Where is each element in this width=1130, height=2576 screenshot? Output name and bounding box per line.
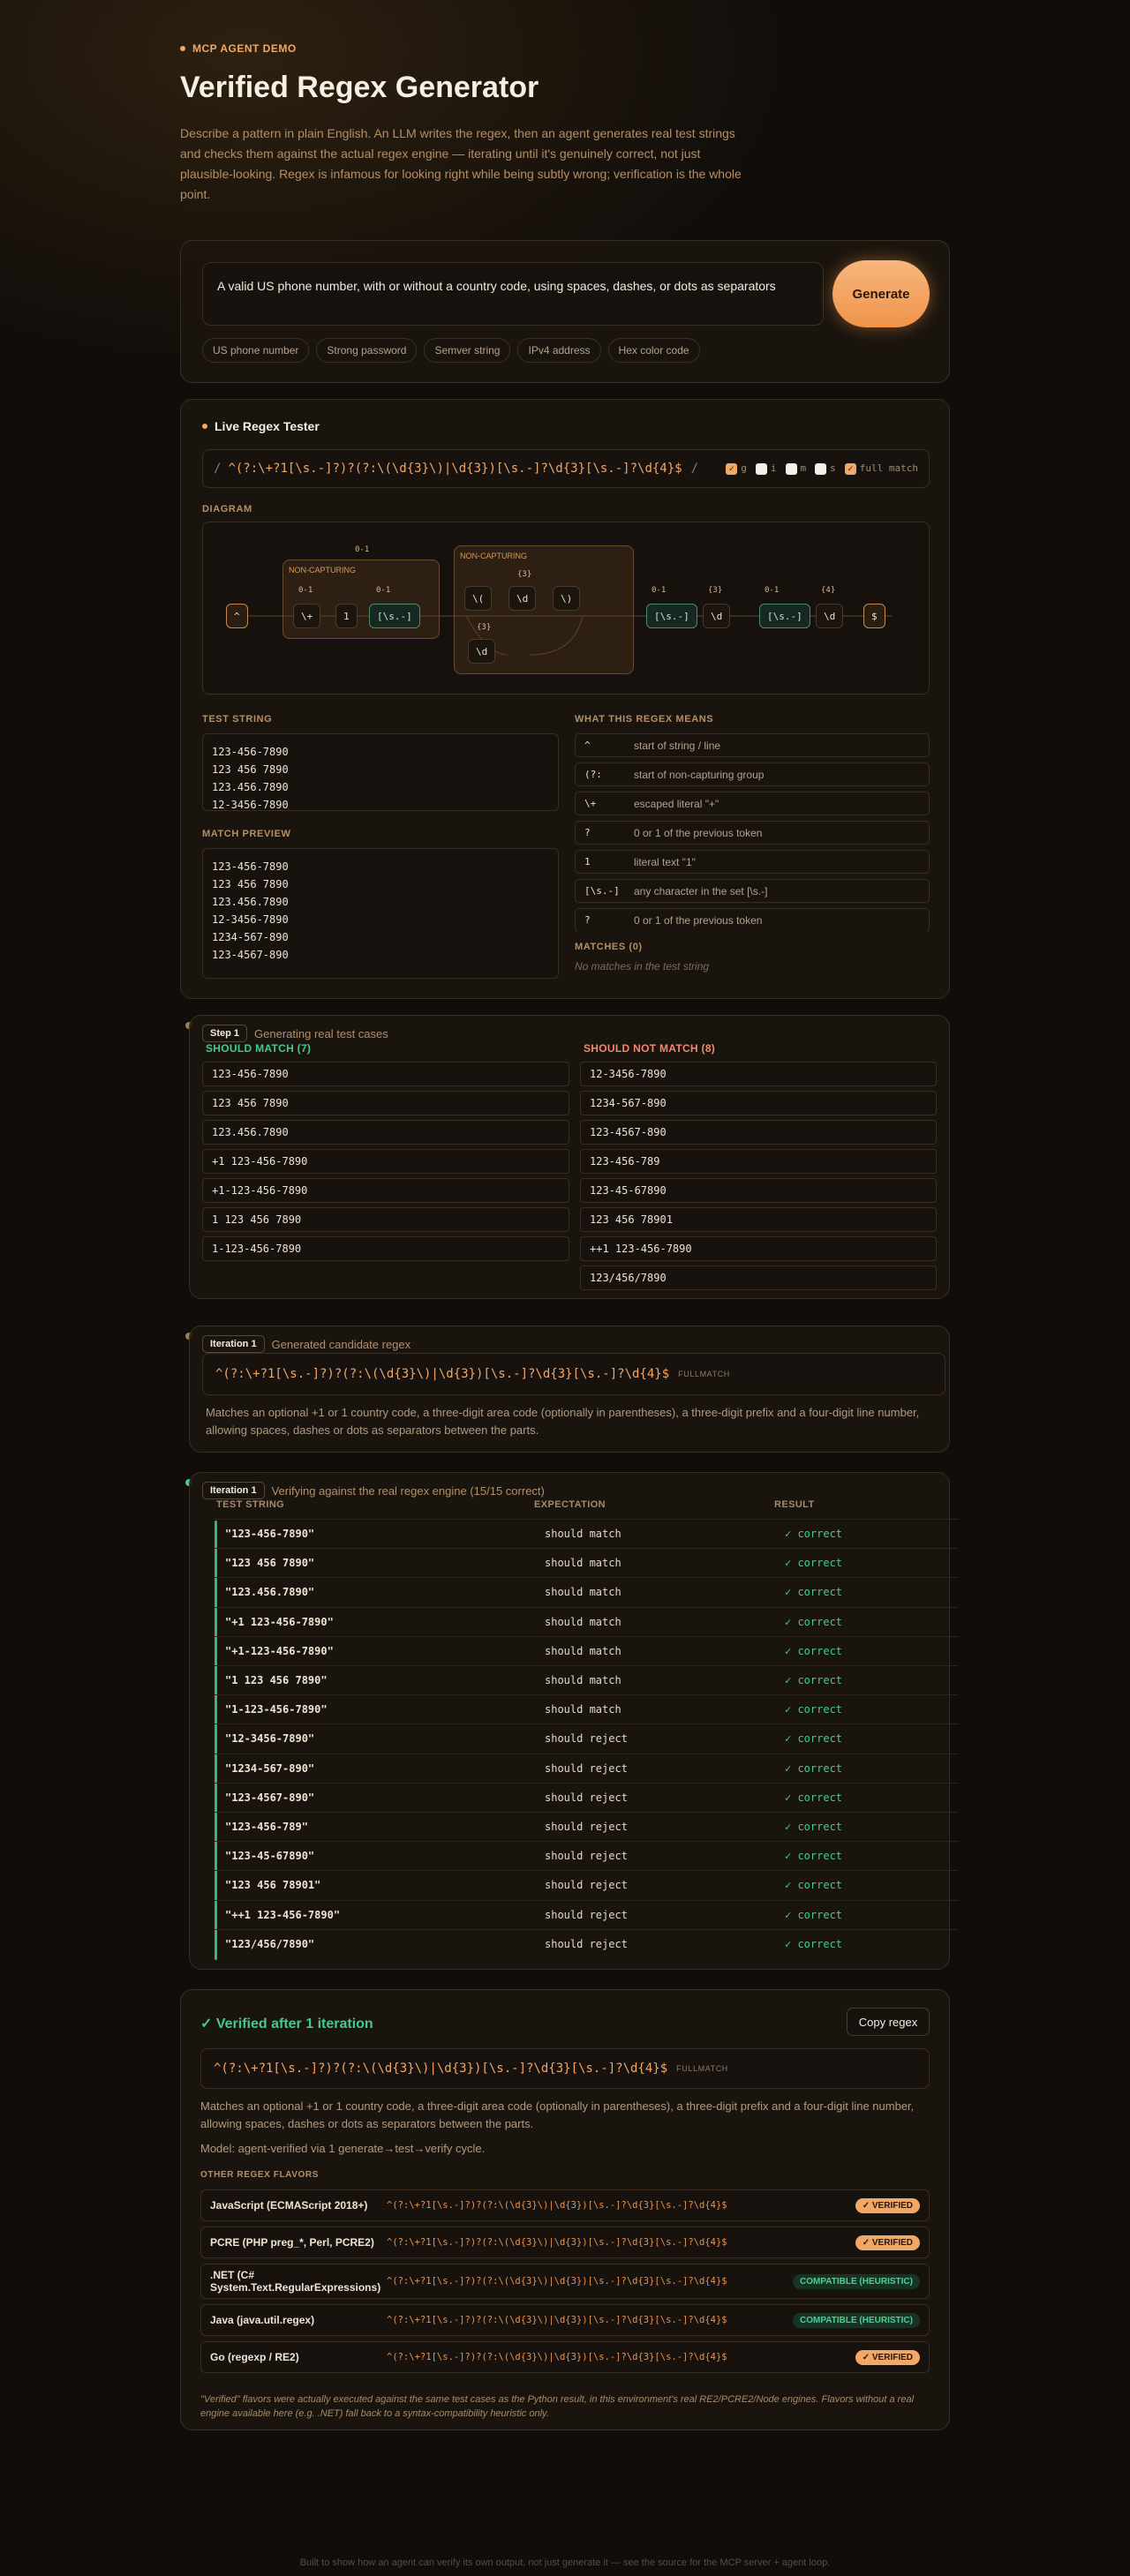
flag-label: g — [741, 462, 747, 475]
verification-pill: Iteration 1 — [202, 1482, 265, 1499]
quantifier-label: {4} — [821, 586, 836, 595]
row-test-string: "+1-123-456-7890" — [225, 1644, 334, 1657]
quantifier-label: {3} — [477, 623, 492, 632]
heuristic-badge: COMPATIBLE (HEURISTIC) — [793, 2313, 920, 2328]
should-not-match-case: 12-3456-7890 — [580, 1062, 937, 1086]
should-match-case: 123.456.7890 — [202, 1120, 569, 1145]
flavor-name: PCRE (PHP preg_*, Perl, PCRE2) — [210, 2236, 374, 2249]
meaning-row — [575, 850, 930, 874]
quantifier-label: 0-1 — [652, 586, 667, 595]
flag-label: full match — [859, 462, 918, 475]
row-expectation: should reject — [545, 1821, 628, 1833]
test-string-label: TEST STRING — [202, 714, 273, 725]
checkbox-checked-icon[interactable]: ✓ — [845, 463, 856, 475]
should-match-case: 1-123-456-7890 — [202, 1236, 569, 1261]
table-row — [215, 1812, 958, 1841]
row-expectation: should reject — [545, 1761, 628, 1775]
table-row — [215, 1724, 958, 1753]
flag-label: s — [830, 462, 836, 475]
diagram-node-set: [\s.-] — [759, 604, 810, 628]
step1-header — [202, 1025, 388, 1042]
diagram-node-lparen: \( — [464, 586, 492, 611]
row-result: ✓ correct — [785, 1850, 843, 1863]
flavor-name: .NET (C# System.Text.RegularExpressions) — [210, 2269, 381, 2294]
row-result: ✓ correct — [785, 1761, 843, 1775]
candidate-header — [202, 1335, 411, 1353]
page-footer: Built to show how an agent can verify its own output, not just generate it — see the source for the MCP server + agent loop. — [299, 2557, 831, 2568]
diagram-node-plus: \+ — [293, 604, 320, 628]
quantifier-label: 0-1 — [355, 545, 370, 554]
row-test-string: "123/456/7890" — [225, 1937, 315, 1950]
quantifier-label: {3} — [517, 570, 532, 579]
table-row — [215, 1870, 958, 1899]
meaning-token: (?: — [584, 769, 602, 780]
checkbox-unchecked-icon[interactable] — [756, 463, 767, 475]
checkbox-unchecked-icon[interactable] — [786, 463, 797, 475]
row-test-string: "123-4567-890" — [225, 1791, 315, 1804]
meaning-text: any character in the set [\s.-] — [634, 884, 768, 897]
verification-title: Verifying against the real regex engine (15/15 correct) — [271, 1483, 545, 1498]
diagram-node-end: $ — [863, 604, 885, 628]
quantifier-label: 0-1 — [298, 586, 313, 595]
preview-line: 123-456-7890 — [212, 860, 289, 873]
flavor-row — [200, 2341, 930, 2373]
step1-title: Generating real test cases — [254, 1026, 388, 1040]
regex-flags — [726, 462, 918, 475]
diagram-node-set: [\s.-] — [646, 604, 697, 628]
example-chips — [202, 338, 700, 363]
row-expectation: should reject — [545, 1791, 628, 1804]
flavor-row — [200, 2264, 930, 2299]
test-string-textarea[interactable] — [202, 733, 559, 811]
flavors-footnote: "Verified" flavors were actually executed against the same test cases as the Python result, in this environment's real RE2/PCRE2/Node engines. Flavors without a real engine available here (e.g. .NET) fall back to a syntax-compatibility heuristic only. — [200, 2394, 915, 2419]
row-test-string: "1234-567-890" — [225, 1761, 315, 1775]
table-row — [215, 1665, 958, 1694]
row-expectation: should match — [545, 1615, 622, 1628]
eyebrow-text: MCP AGENT DEMO — [192, 42, 297, 55]
table-row — [215, 1754, 958, 1783]
flavor-regex: ^(?:\+?1[\s.-]?)?(?:\(\d{3}\)|\d{3})[\s.-]?\d{3}[\s.-]?\d{4}$ — [387, 2315, 727, 2325]
row-test-string: "123-456-7890" — [225, 1528, 315, 1540]
row-result: ✓ correct — [785, 1674, 843, 1686]
meaning-text: literal text "1" — [634, 855, 696, 868]
table-row — [215, 1929, 958, 1958]
should-not-match-title: SHOULD NOT MATCH (8) — [584, 1042, 716, 1055]
row-expectation: should match — [545, 1557, 622, 1570]
regex-meaning-label: WHAT THIS REGEX MEANS — [575, 714, 714, 725]
quantifier-label: 0-1 — [376, 586, 391, 595]
candidate-regex-box — [202, 1353, 945, 1395]
row-result: ✓ correct — [785, 1908, 843, 1921]
should-match-title: SHOULD MATCH (7) — [206, 1042, 312, 1055]
row-expectation: should reject — [545, 1850, 628, 1863]
match-preview — [202, 848, 559, 979]
flag-full-match[interactable] — [845, 462, 918, 475]
flavor-regex: ^(?:\+?1[\s.-]?)?(?:\(\d{3}\)|\d{3})[\s.-]?\d{3}[\s.-]?\d{4}$ — [387, 2276, 727, 2287]
should-not-match-case: 1234-567-890 — [580, 1091, 937, 1115]
row-expectation: should match — [545, 1703, 622, 1716]
row-result: ✓ correct — [785, 1732, 843, 1746]
meaning-text: 0 or 1 of the previous token — [634, 826, 763, 839]
meaning-row — [575, 792, 930, 815]
diagram-label: DIAGRAM — [202, 504, 252, 514]
group-label: NON-CAPTURING — [289, 566, 356, 575]
meaning-text: start of non-capturing group — [634, 768, 765, 781]
should-not-match-case: 123-4567-890 — [580, 1120, 937, 1145]
flavor-name: JavaScript (ECMAScript 2018+) — [210, 2199, 368, 2212]
candidate-title: Generated candidate regex — [271, 1337, 411, 1351]
preview-line: 1234-567-890 — [212, 931, 289, 943]
table-row — [215, 1841, 958, 1870]
candidate-card — [189, 1326, 950, 1453]
fullmatch-tag: FULLMATCH — [678, 1370, 730, 1378]
candidate-regex: ^(?:\+?1[\s.-]?)?(?:\(\d{3}\)|\d{3})[\s.-]?\d{3}[\s.-]?\d{4}$ — [215, 1367, 670, 1381]
flag-m[interactable] — [786, 462, 807, 475]
other-flavors-label: OTHER REGEX FLAVORS — [200, 2170, 320, 2180]
meaning-token: [\s.-] — [584, 885, 620, 897]
flavor-row — [200, 2304, 930, 2336]
regex-slash-open: / — [214, 462, 222, 476]
flavor-row — [200, 2227, 930, 2258]
row-expectation: should reject — [545, 1732, 628, 1746]
regex-diagram — [202, 522, 930, 695]
diagram-node-digit: \d — [816, 604, 843, 628]
col-expectation: EXPECTATION — [534, 1499, 606, 1510]
flavor-regex: ^(?:\+?1[\s.-]?)?(?:\(\d{3}\)|\d{3})[\s.-]?\d{3}[\s.-]?\d{4}$ — [387, 2352, 727, 2362]
heuristic-badge: COMPATIBLE (HEURISTIC) — [793, 2274, 920, 2289]
preview-line: 123.456.7890 — [212, 896, 289, 908]
verified-badge: ✓ VERIFIED — [855, 2198, 920, 2213]
regex-meaning-list[interactable] — [575, 733, 930, 931]
col-result: RESULT — [774, 1499, 815, 1510]
eyebrow-dot-icon — [180, 46, 185, 51]
no-matches-text: No matches in the test string — [575, 960, 710, 973]
row-expectation: should match — [545, 1528, 622, 1540]
fullmatch-tag: FULLMATCH — [676, 2064, 728, 2073]
diagram-node-digit: \d — [508, 586, 536, 611]
should-not-match-case: 123/456/7890 — [580, 1265, 937, 1290]
flavor-regex: ^(?:\+?1[\s.-]?)?(?:\(\d{3}\)|\d{3})[\s.-]?\d{3}[\s.-]?\d{4}$ — [387, 2237, 727, 2248]
row-test-string: "+1 123-456-7890" — [225, 1615, 334, 1628]
table-row — [215, 1636, 958, 1665]
diagram-node-set: [\s.-] — [369, 604, 420, 628]
row-test-string: "123-456-789" — [225, 1821, 308, 1833]
regex-input[interactable] — [202, 449, 930, 488]
meaning-token: ? — [584, 914, 591, 926]
quantifier-label: 0-1 — [765, 586, 780, 595]
table-row — [215, 1519, 958, 1548]
table-row — [215, 1577, 958, 1606]
row-test-string: "12-3456-7890" — [225, 1732, 315, 1746]
test-line: 123 456 7890 — [212, 763, 289, 776]
group-label: NON-CAPTURING — [460, 552, 527, 560]
flag-s[interactable] — [815, 462, 836, 475]
candidate-explanation: Matches an optional +1 or 1 country code, a three-digit area code (optionally in parentheses), a three-digit prefix and a four-digit line number, allowing spaces, dashes or dots as separators between the parts. — [206, 1406, 920, 1437]
row-result: ✓ correct — [785, 1528, 843, 1540]
tester-title-text: Live Regex Tester — [215, 419, 320, 433]
step1-card — [189, 1015, 950, 1299]
quantifier-label: {3} — [708, 586, 723, 595]
should-match-case: 123 456 7890 — [202, 1091, 569, 1115]
flavor-regex: ^(?:\+?1[\s.-]?)?(?:\(\d{3}\)|\d{3})[\s.-]?\d{3}[\s.-]?\d{4}$ — [387, 2200, 727, 2211]
row-result: ✓ correct — [785, 1791, 843, 1804]
should-not-match-case: ++1 123-456-7890 — [580, 1236, 937, 1261]
final-result-card — [180, 1989, 950, 2430]
table-row — [215, 1900, 958, 1929]
table-row — [215, 1607, 958, 1636]
should-match-case: +1 123-456-7890 — [202, 1149, 569, 1174]
row-expectation: should match — [545, 1644, 622, 1657]
final-regex: ^(?:\+?1[\s.-]?)?(?:\(\d{3}\)|\d{3})[\s.-]?\d{3}[\s.-]?\d{4}$ — [214, 2062, 668, 2076]
should-not-match-case: 123 456 78901 — [580, 1207, 937, 1232]
verified-badge: ✓ VERIFIED — [855, 2235, 920, 2250]
tester-dot-icon — [202, 424, 207, 429]
row-test-string: "1 123 456 7890" — [225, 1674, 328, 1686]
test-line: 123.456.7890 — [212, 781, 289, 793]
verified-badge: ✓ VERIFIED — [855, 2350, 920, 2365]
row-expectation: should reject — [545, 1879, 628, 1892]
diagram-node-rparen: \) — [553, 586, 580, 611]
step1-pill: Step 1 — [202, 1025, 247, 1042]
row-result: ✓ correct — [785, 1615, 843, 1628]
diagram-node-digit: \d — [468, 639, 495, 664]
preview-line: 123-4567-890 — [212, 949, 289, 961]
row-test-string: "1-123-456-7890" — [225, 1703, 328, 1716]
table-row — [215, 1694, 958, 1724]
generate-button[interactable]: Generate — [832, 260, 930, 327]
row-result: ✓ correct — [785, 1557, 843, 1570]
flavor-name: Java (java.util.regex) — [210, 2314, 315, 2326]
meaning-text: escaped literal "+" — [634, 797, 719, 810]
should-match-case: 123-456-7890 — [202, 1062, 569, 1086]
flavor-row — [200, 2189, 930, 2221]
regex-text: ^(?:\+?1[\s.-]?)?(?:\(\d{3}\)|\d{3})[\s.-]?\d{3}[\s.-]?\d{4}$ — [228, 462, 682, 476]
model-line: Model: agent-verified via 1 generate→test→verify cycle. — [200, 2142, 486, 2155]
meaning-row — [575, 733, 930, 757]
should-not-match-case: 123-45-67890 — [580, 1178, 937, 1203]
page-title: Verified Regex Generator — [180, 71, 539, 104]
preview-line: 123 456 7890 — [212, 878, 289, 890]
row-result: ✓ correct — [785, 1703, 843, 1716]
flag-g[interactable] — [726, 462, 747, 475]
table-row — [215, 1548, 958, 1577]
row-test-string: "123 456 78901" — [225, 1879, 321, 1892]
meaning-token: ? — [584, 827, 591, 838]
should-not-match-case: 123-456-789 — [580, 1149, 937, 1174]
copy-regex-button[interactable]: Copy regex — [847, 2008, 930, 2036]
row-test-string: "++1 123-456-7890" — [225, 1908, 341, 1921]
should-match-case: 1 123 456 7890 — [202, 1207, 569, 1232]
row-test-string: "123 456 7890" — [225, 1557, 315, 1570]
matches-count-label: MATCHES (0) — [575, 942, 643, 952]
page-description: Describe a pattern in plain English. An LLM writes the regex, then an agent generates real test strings and checks them against the actual regex engine — iterating until it's genuinely correct, not just plausible-looking. Regex is infamous for looking right while being subtly wrong; verification is the whole point. — [180, 126, 742, 201]
final-explanation: Matches an optional +1 or 1 country code, a three-digit area code (optionally in parentheses), a three-digit prefix and a four-digit line number, allowing spaces, dashes or dots as separators between the parts. — [200, 2099, 915, 2130]
row-test-string: "123.456.7890" — [225, 1586, 315, 1599]
chip-hex-color[interactable]: Hex color code — [608, 338, 700, 363]
checkbox-checked-icon[interactable]: ✓ — [726, 463, 737, 475]
col-test-string: TEST STRING — [216, 1499, 285, 1510]
preview-line: 12-3456-7890 — [212, 913, 289, 926]
row-result: ✓ correct — [785, 1821, 843, 1833]
row-expectation: should reject — [545, 1908, 628, 1921]
meaning-token: ^ — [584, 740, 591, 751]
meaning-row — [575, 762, 930, 786]
diagram-node-one: 1 — [335, 604, 358, 628]
verification-card — [189, 1472, 950, 1970]
eyebrow — [180, 42, 297, 55]
test-line: 12-3456-7890 — [212, 799, 289, 811]
row-expectation: should match — [545, 1674, 622, 1686]
row-result: ✓ correct — [785, 1644, 843, 1657]
meaning-token: \+ — [584, 798, 597, 809]
row-expectation: should match — [545, 1586, 622, 1599]
row-result: ✓ correct — [785, 1586, 843, 1599]
flag-label: i — [770, 462, 777, 475]
meaning-row — [575, 879, 930, 903]
should-match-case: +1-123-456-7890 — [202, 1178, 569, 1203]
checkbox-unchecked-icon[interactable] — [815, 463, 826, 475]
row-expectation: should reject — [545, 1937, 628, 1950]
test-line: 123-456-7890 — [212, 746, 289, 758]
diagram-node-start: ^ — [226, 604, 248, 628]
row-test-string: "123-45-67890" — [225, 1850, 315, 1863]
live-tester-card — [180, 399, 950, 999]
candidate-pill: Iteration 1 — [202, 1335, 265, 1353]
chip-ipv4[interactable]: IPv4 address — [517, 338, 600, 363]
chip-us-phone[interactable]: US phone number — [202, 338, 309, 363]
meaning-text: 0 or 1 of the previous token — [634, 913, 763, 927]
meaning-token: 1 — [584, 856, 591, 867]
regex-slash-close: / — [690, 462, 699, 476]
verification-header — [202, 1482, 545, 1499]
pattern-description-input[interactable]: A valid US phone number, with or without a country code, using spaces, dashes, or dots as separators — [202, 262, 824, 326]
meaning-row — [575, 908, 930, 931]
meaning-text: start of string / line — [634, 739, 721, 752]
row-result: ✓ correct — [785, 1937, 843, 1950]
match-preview-label: MATCH PREVIEW — [202, 829, 291, 839]
diagram-node-digit: \d — [703, 604, 730, 628]
table-row — [215, 1783, 958, 1812]
meaning-row — [575, 821, 930, 845]
tester-title — [202, 419, 320, 433]
flag-i[interactable] — [756, 462, 777, 475]
verified-title: ✓ Verified after 1 iteration — [200, 2016, 373, 2032]
chip-strong-password[interactable]: Strong password — [316, 338, 417, 363]
final-regex-box — [200, 2048, 930, 2089]
row-result: ✓ correct — [785, 1879, 843, 1892]
flavor-name: Go (regexp / RE2) — [210, 2351, 299, 2363]
flag-label: m — [800, 462, 807, 475]
generator-card — [180, 240, 950, 383]
chip-semver[interactable]: Semver string — [424, 338, 510, 363]
